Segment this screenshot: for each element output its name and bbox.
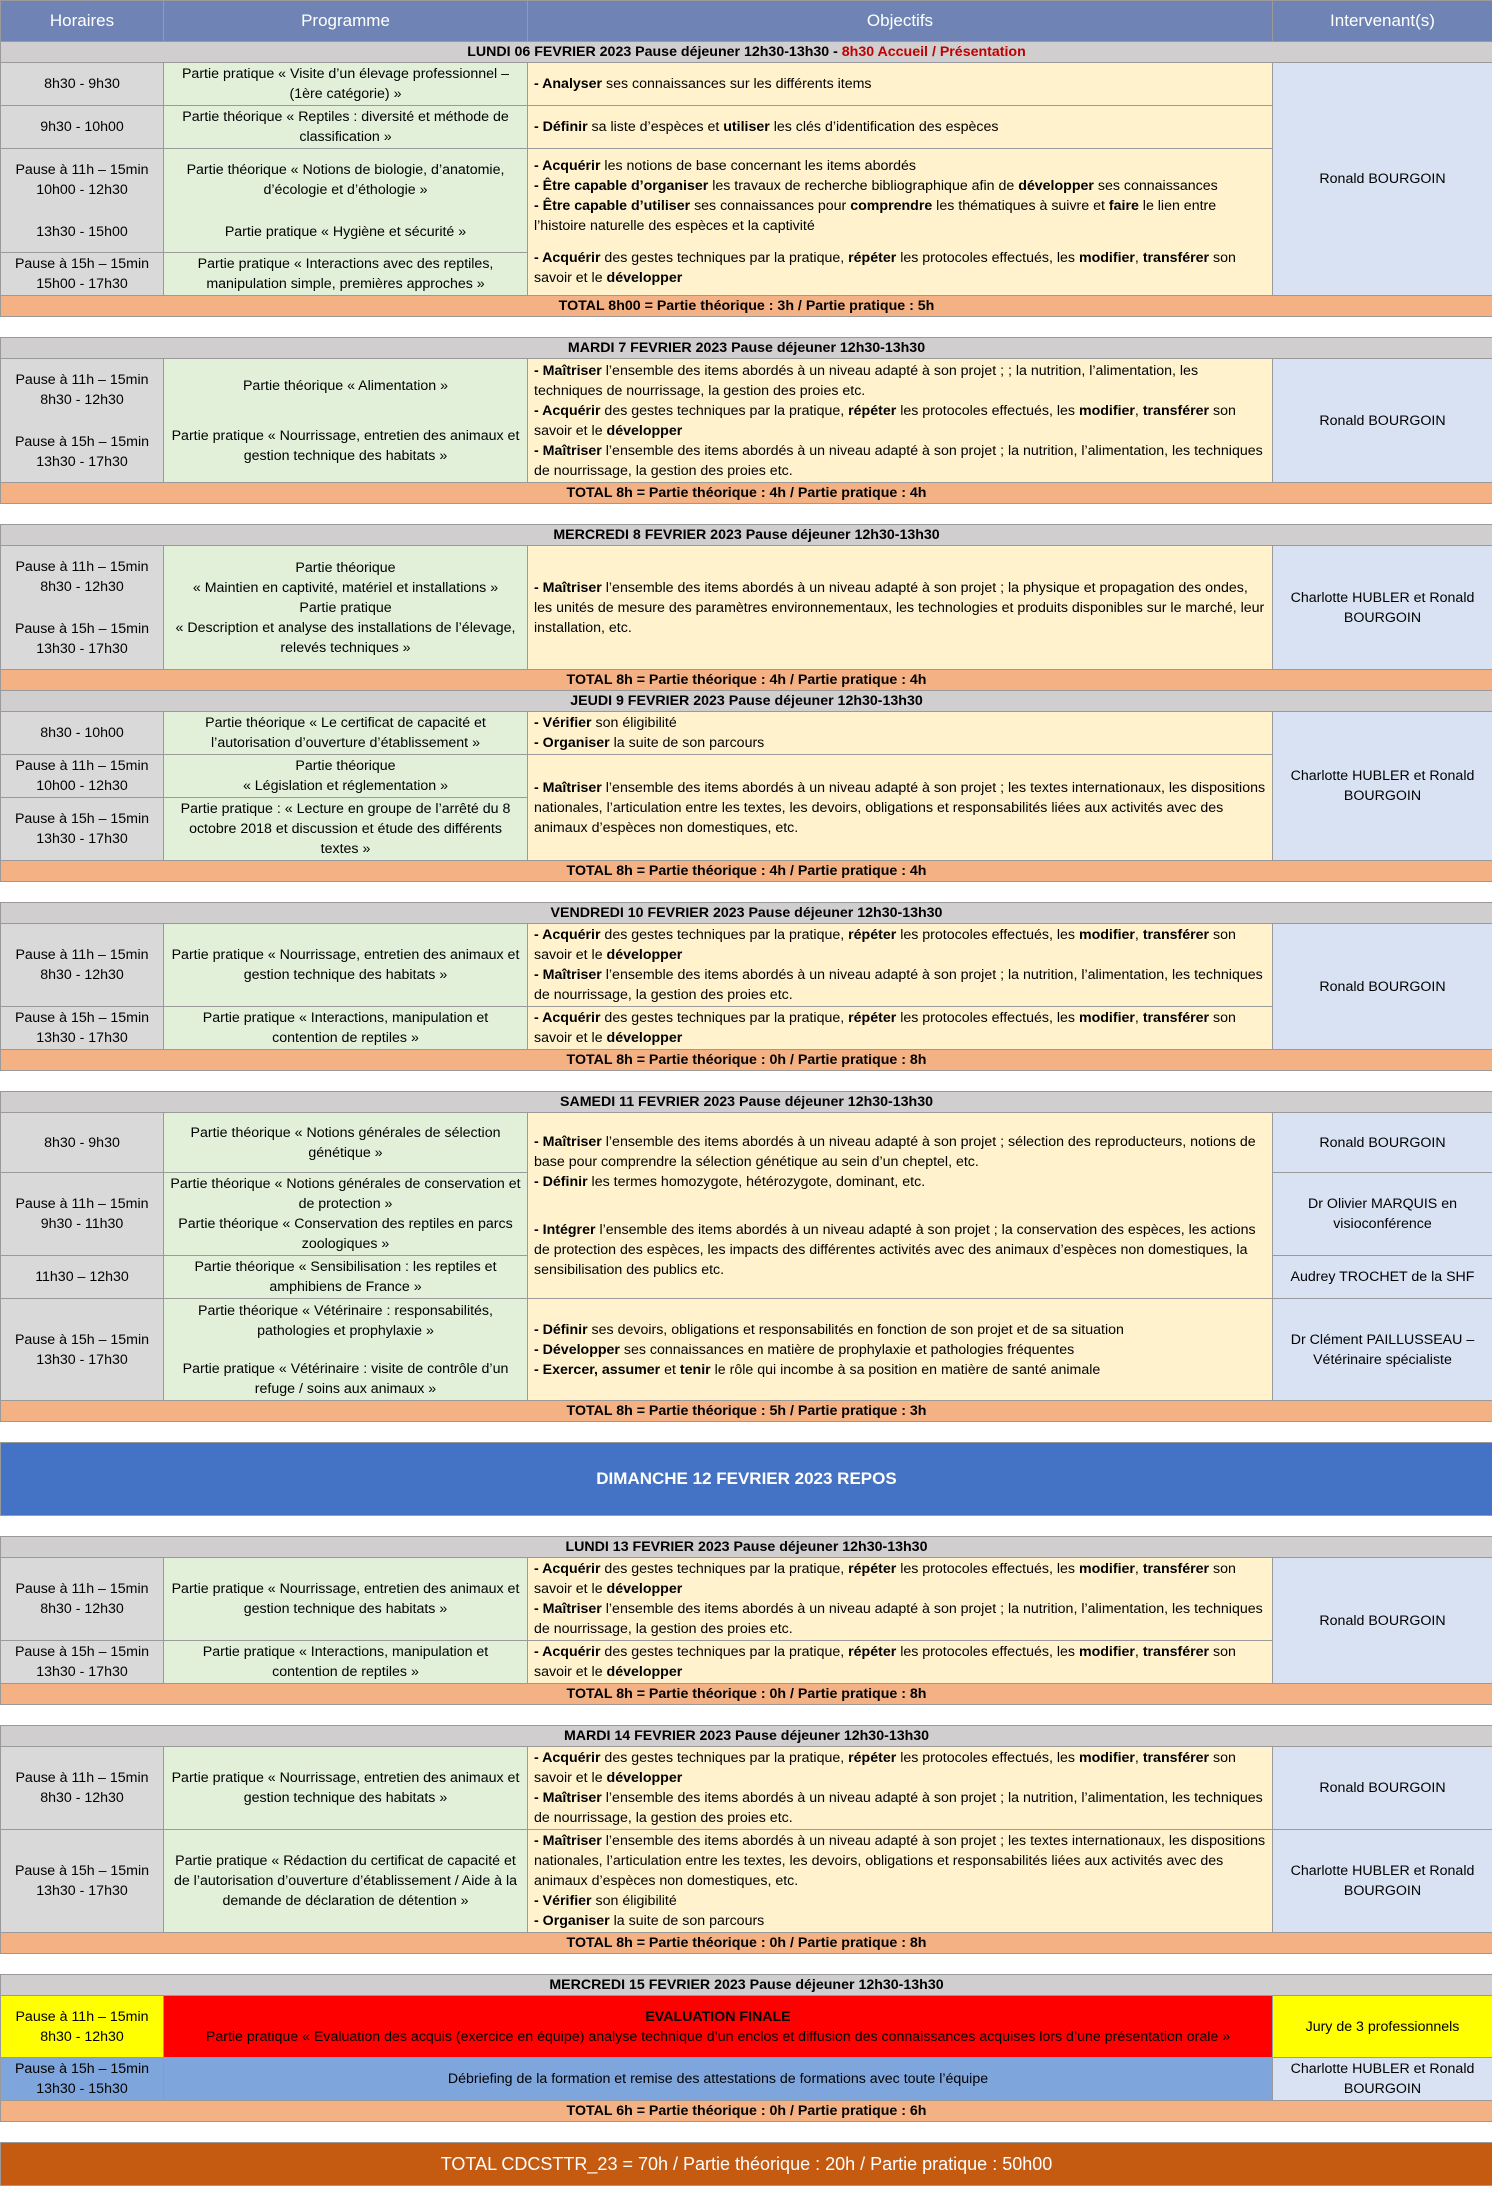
- schedule-cell: Pause à 15h – 15min 13h30 - 17h30: [1, 798, 164, 861]
- programme-cell: Partie pratique : « Lecture en groupe de l’arrêté du 8 octobre 2018 et discussion et étude des différents textes »: [164, 798, 528, 861]
- day-header: JEUDI 9 FEVRIER 2023 Pause déjeuner 12h30-13h30: [1, 691, 1492, 712]
- debriefing-cell: Débriefing de la formation et remise des attestations de formations avec toute l’équipe: [164, 2058, 1273, 2101]
- day-header: VENDREDI 10 FEVRIER 2023 Pause déjeuner 12h30-13h30: [1, 903, 1492, 924]
- objective-cell: - Acquérir des gestes techniques par la pratique, répéter les protocoles effectués, les modifier, transférer son savoir et le développer: [528, 1641, 1273, 1684]
- schedule-cell: Pause à 11h – 15min 8h30 - 12h30: [1, 1996, 164, 2058]
- programme-cell: Partie théorique « Sensibilisation : les reptiles et amphibiens de France »: [164, 1256, 528, 1299]
- spacer-row: [1, 1422, 1492, 1443]
- header-horaires: Horaires: [1, 1, 164, 42]
- table-row: [1, 106, 1492, 149]
- programme-cell: Partie théorique « Le certificat de capacité et l’autorisation d’ouverture d’établissement »: [164, 712, 528, 755]
- programme-cell: Partie pratique « Nourrissage, entretien des animaux et gestion technique des habitats »: [164, 924, 528, 1007]
- table-row: [1, 149, 1492, 253]
- header-intervenants: Intervenant(s): [1273, 1, 1492, 42]
- speaker-cell: Audrey TROCHET de la SHF: [1273, 1256, 1492, 1299]
- header-row: [1, 1, 1492, 42]
- day-header: MARDI 14 FEVRIER 2023 Pause déjeuner 12h30-13h30: [1, 1726, 1492, 1747]
- speaker-cell: Ronald BOURGOIN: [1273, 1558, 1492, 1684]
- schedule-cell: Pause à 11h – 15min 8h30 - 12h30: [1, 924, 164, 1007]
- programme-cell: Partie théorique « Maintien en captivité, matériel et installations » Partie pratique « Description et analyse des installations de l’élevage, relevés techniques »: [164, 546, 528, 670]
- objective-cell: - Vérifier son éligibilité - Organiser la suite de son parcours: [528, 712, 1273, 755]
- spacer-row: [1, 1071, 1492, 1092]
- schedule-cell: Pause à 11h – 15min 8h30 - 12h30: [1, 1747, 164, 1830]
- table-row: [1, 1299, 1492, 1401]
- schedule-cell: Pause à 15h – 15min 13h30 - 17h30: [1, 1641, 164, 1684]
- total-row: TOTAL 8h = Partie théorique : 4h / Partie pratique : 4h: [1, 861, 1492, 882]
- objective-cell: - Définir sa liste d’espèces et utiliser les clés d’identification des espèces: [528, 106, 1273, 149]
- schedule-cell: 9h30 - 10h00: [1, 106, 164, 149]
- header-programme: Programme: [164, 1, 528, 42]
- spacer-row: [1, 882, 1492, 903]
- spacer-row: [1, 317, 1492, 338]
- grand-total-row: TOTAL CDCSTTR_23 = 70h / Partie théorique : 20h / Partie pratique : 50h00: [1, 2143, 1492, 2186]
- schedule-cell: Pause à 15h – 15min 13h30 - 15h30: [1, 2058, 164, 2101]
- schedule-cell: Pause à 11h – 15min 9h30 - 11h30: [1, 1173, 164, 1256]
- day-header: SAMEDI 11 FEVRIER 2023 Pause déjeuner 12h30-13h30: [1, 1092, 1492, 1113]
- schedule-cell: Pause à 11h – 15min 8h30 - 12h30 Pause à 15h – 15min 13h30 - 17h30: [1, 546, 164, 670]
- table-row: [1, 755, 1492, 798]
- objective-cell: - Maîtriser l’ensemble des items abordés à un niveau adapté à son projet ; ; la nutrition, l’alimentation, les techniques de nourrissage, la gestion des proies etc. - Acquérir des gestes techniques par la pratique, répéter les protocoles effectués, les modifier, transférer son savoir et le développer - Maîtriser l’ensemble des items abordés à un niveau adapté à son projet ; la nutrition, l’alimentation, les techniques de nourrissage, la gestion des proies etc.: [528, 359, 1273, 483]
- evaluation-cell: EVALUATION FINALE Partie pratique « Evaluation des acquis (exercice en équipe) analyse technique d’un enclos et diffusion des connaissances acquises lors d’une présentation orale »: [164, 1996, 1273, 2058]
- total-row: TOTAL 8h = Partie théorique : 5h / Partie pratique : 3h: [1, 1401, 1492, 1422]
- day-header: LUNDI 13 FEVRIER 2023 Pause déjeuner 12h30-13h30: [1, 1537, 1492, 1558]
- programme-cell: Partie pratique « Interactions avec des reptiles, manipulation simple, premières approches »: [164, 253, 528, 296]
- table-row: [1, 1558, 1492, 1641]
- speaker-cell: Charlotte HUBLER et Ronald BOURGOIN: [1273, 712, 1492, 861]
- schedule-cell: Pause à 15h – 15min 13h30 - 17h30: [1, 1299, 164, 1401]
- schedule-cell: Pause à 15h – 15min 13h30 - 17h30: [1, 1830, 164, 1933]
- speaker-cell: Charlotte HUBLER et Ronald BOURGOIN: [1273, 2058, 1492, 2101]
- total-row: TOTAL 6h = Partie théorique : 0h / Partie pratique : 6h: [1, 2101, 1492, 2122]
- table-row: [1, 712, 1492, 755]
- schedule-cell: Pause à 15h – 15min 13h30 - 17h30: [1, 1007, 164, 1050]
- day-title-highlight: 8h30 Accueil / Présentation: [842, 44, 1026, 60]
- schedule-cell: Pause à 11h – 15min 10h00 - 12h30 13h30 - 15h00: [1, 149, 164, 253]
- speaker-cell: Dr Olivier MARQUIS en visioconférence: [1273, 1173, 1492, 1256]
- objective-cell: - Acquérir des gestes techniques par la pratique, répéter les protocoles effectués, les modifier, transférer son savoir et le développer - Maîtriser l’ensemble des items abordés à un niveau adapté à son projet ; la nutrition, l’alimentation, les techniques de nourrissage, la gestion des proies etc.: [528, 1747, 1273, 1830]
- programme-cell: Partie théorique « Alimentation » Partie pratique « Nourrissage, entretien des animaux et gestion technique des habitats »: [164, 359, 528, 483]
- programme-cell: Partie pratique « Rédaction du certificat de capacité et de l’autorisation d’ouverture d’établissement / Aide à la demande de déclaration de détention »: [164, 1830, 528, 1933]
- programme-cell: Partie théorique « Législation et réglementation »: [164, 755, 528, 798]
- programme-cell: Partie théorique « Notions générales de sélection génétique »: [164, 1113, 528, 1173]
- speaker-cell: Charlotte HUBLER et Ronald BOURGOIN: [1273, 1830, 1492, 1933]
- total-row: TOTAL 8h00 = Partie théorique : 3h / Partie pratique : 5h: [1, 296, 1492, 317]
- total-row: TOTAL 8h = Partie théorique : 4h / Partie pratique : 4h: [1, 483, 1492, 504]
- day-header: MERCREDI 15 FEVRIER 2023 Pause déjeuner 12h30-13h30: [1, 1975, 1492, 1996]
- schedule-cell: Pause à 15h – 15min 15h00 - 17h30: [1, 253, 164, 296]
- total-row: TOTAL 8h = Partie théorique : 0h / Partie pratique : 8h: [1, 1933, 1492, 1954]
- schedule-cell: Pause à 11h – 15min 8h30 - 12h30: [1, 1558, 164, 1641]
- table-row: [1, 924, 1492, 1007]
- table-row: [1, 1641, 1492, 1684]
- schedule-cell: 8h30 - 9h30: [1, 1113, 164, 1173]
- day-header: [1, 42, 1492, 63]
- day-header: MARDI 7 FEVRIER 2023 Pause déjeuner 12h30-13h30: [1, 338, 1492, 359]
- day-header: MERCREDI 8 FEVRIER 2023 Pause déjeuner 12h30-13h30: [1, 525, 1492, 546]
- table-row: [1, 1830, 1492, 1933]
- table-row: [1, 546, 1492, 670]
- objective-cell: - Acquérir les notions de base concernant les items abordés - Être capable d’organiser les travaux de recherche bibliographique afin de développer ses connaissances - Être capable d’utiliser ses connaissances pour comprendre les thématiques à suivre et faire le lien entre l’histoire naturelle des espèces et la captivité - Acquérir des gestes techniques par la pratique, répéter les protocoles effectués, les modifier, transférer son savoir et le développer: [528, 149, 1273, 296]
- programme-cell: Partie pratique « Interactions, manipulation et contention de reptiles »: [164, 1641, 528, 1684]
- spacer-row: [1, 1516, 1492, 1537]
- speaker-cell: Ronald BOURGOIN: [1273, 63, 1492, 296]
- table-row: [1, 2058, 1492, 2101]
- speaker-cell: Jury de 3 professionnels: [1273, 1996, 1492, 2058]
- schedule-cell: Pause à 11h – 15min 8h30 - 12h30 Pause à 15h – 15min 13h30 - 17h30: [1, 359, 164, 483]
- table-row: [1, 63, 1492, 106]
- objective-cell: - Acquérir des gestes techniques par la pratique, répéter les protocoles effectués, les modifier, transférer son savoir et le développer - Maîtriser l’ensemble des items abordés à un niveau adapté à son projet ; la nutrition, l’alimentation, les techniques de nourrissage, la gestion des proies etc.: [528, 924, 1273, 1007]
- spacer-row: [1, 504, 1492, 525]
- speaker-cell: Ronald BOURGOIN: [1273, 1747, 1492, 1830]
- speaker-cell: Ronald BOURGOIN: [1273, 1113, 1492, 1173]
- programme-cell: Partie théorique « Notions générales de conservation et de protection » Partie théorique « Conservation des reptiles en parcs zoologiques »: [164, 1173, 528, 1256]
- speaker-cell: Charlotte HUBLER et Ronald BOURGOIN: [1273, 546, 1492, 670]
- schedule-cell: 11h30 – 12h30: [1, 1256, 164, 1299]
- objective-cell: - Analyser ses connaissances sur les différents items: [528, 63, 1273, 106]
- table-row: [1, 1996, 1492, 2058]
- speaker-cell: Ronald BOURGOIN: [1273, 924, 1492, 1050]
- rest-day-row: DIMANCHE 12 FEVRIER 2023 REPOS: [1, 1443, 1492, 1516]
- speaker-cell: Ronald BOURGOIN: [1273, 359, 1492, 483]
- table-row: [1, 1007, 1492, 1050]
- objective-cell: - Acquérir des gestes techniques par la pratique, répéter les protocoles effectués, les modifier, transférer son savoir et le développer: [528, 1007, 1273, 1050]
- total-row: TOTAL 8h = Partie théorique : 0h / Partie pratique : 8h: [1, 1050, 1492, 1071]
- total-row: TOTAL 8h = Partie théorique : 0h / Partie pratique : 8h: [1, 1684, 1492, 1705]
- schedule-cell: 8h30 - 10h00: [1, 712, 164, 755]
- programme-cell: Partie pratique « Visite d’un élevage professionnel – (1ère catégorie) »: [164, 63, 528, 106]
- objective-cell: - Maîtriser l’ensemble des items abordés à un niveau adapté à son projet ; la physique et propagation des ondes, les unités de mesure des paramètres environnementaux, les technologies et produits disponibles sur le marché, leur installation, etc.: [528, 546, 1273, 670]
- programme-cell: Partie pratique « Nourrissage, entretien des animaux et gestion technique des habitats »: [164, 1558, 528, 1641]
- spacer-row: [1, 1705, 1492, 1726]
- speaker-cell: Dr Clément PAILLUSSEAU – Vétérinaire spécialiste: [1273, 1299, 1492, 1401]
- programme-cell: Partie pratique « Nourrissage, entretien des animaux et gestion technique des habitats »: [164, 1747, 528, 1830]
- total-row: TOTAL 8h = Partie théorique : 4h / Partie pratique : 4h: [1, 670, 1492, 691]
- objective-cell: - Maîtriser l’ensemble des items abordés à un niveau adapté à son projet ; les textes internationaux, les dispositions nationales, l’articulation entre les textes, les devoirs, obligations et responsabilités liées aux activités avec des animaux d’espèces non domestiques, etc.: [528, 755, 1273, 861]
- programme-cell: Partie pratique « Interactions, manipulation et contention de reptiles »: [164, 1007, 528, 1050]
- table-row: [1, 359, 1492, 483]
- day-title: LUNDI 06 FEVRIER 2023 Pause déjeuner 12h30-13h30 -: [467, 44, 842, 60]
- spacer-row: [1, 1954, 1492, 1975]
- objective-cell: - Acquérir des gestes techniques par la pratique, répéter les protocoles effectués, les modifier, transférer son savoir et le développer - Maîtriser l’ensemble des items abordés à un niveau adapté à son projet ; la nutrition, l’alimentation, les techniques de nourrissage, la gestion des proies etc.: [528, 1558, 1273, 1641]
- header-objectifs: Objectifs: [528, 1, 1273, 42]
- schedule-cell: 8h30 - 9h30: [1, 63, 164, 106]
- objective-cell: - Définir ses devoirs, obligations et responsabilités en fonction de son projet et de sa situation - Développer ses connaissances en matière de prophylaxie et pathologies fréquentes - Exercer, assumer et tenir le rôle qui incombe à sa position en matière de santé animale: [528, 1299, 1273, 1401]
- table-row: [1, 1747, 1492, 1830]
- objective-cell: - Maîtriser l’ensemble des items abordés à un niveau adapté à son projet ; sélection des reproducteurs, notions de base pour comprendre la sélection génétique au sein d’un cheptel, etc. - Définir les termes homozygote, hétérozygote, dominant, etc. - Intégrer l’ensemble des items abordés à un niveau adapté à son projet ; la conservation des espèces, les actions de protection des espèces, les impacts des différentes activités avec des animaux d’espèces non domestiques, la sensibilisation des publics etc.: [528, 1113, 1273, 1299]
- table-row: [1, 1113, 1492, 1173]
- objective-cell: - Maîtriser l’ensemble des items abordés à un niveau adapté à son projet ; les textes internationaux, les dispositions nationales, l’articulation entre les textes, les devoirs, obligations et responsabilités liées aux activités avec des animaux d’espèces non domestiques, etc. - Vérifier son éligibilité - Organiser la suite de son parcours: [528, 1830, 1273, 1933]
- programme-cell: Partie théorique « Notions de biologie, d’anatomie, d’écologie et d’éthologie » Partie pratique « Hygiène et sécurité »: [164, 149, 528, 253]
- programme-cell: Partie théorique « Reptiles : diversité et méthode de classification »: [164, 106, 528, 149]
- schedule-cell: Pause à 11h – 15min 10h00 - 12h30: [1, 755, 164, 798]
- spacer-row: [1, 2122, 1492, 2143]
- programme-cell: Partie théorique « Vétérinaire : responsabilités, pathologies et prophylaxie » Partie pratique « Vétérinaire : visite de contrôle d’un refuge / soins aux animaux »: [164, 1299, 528, 1401]
